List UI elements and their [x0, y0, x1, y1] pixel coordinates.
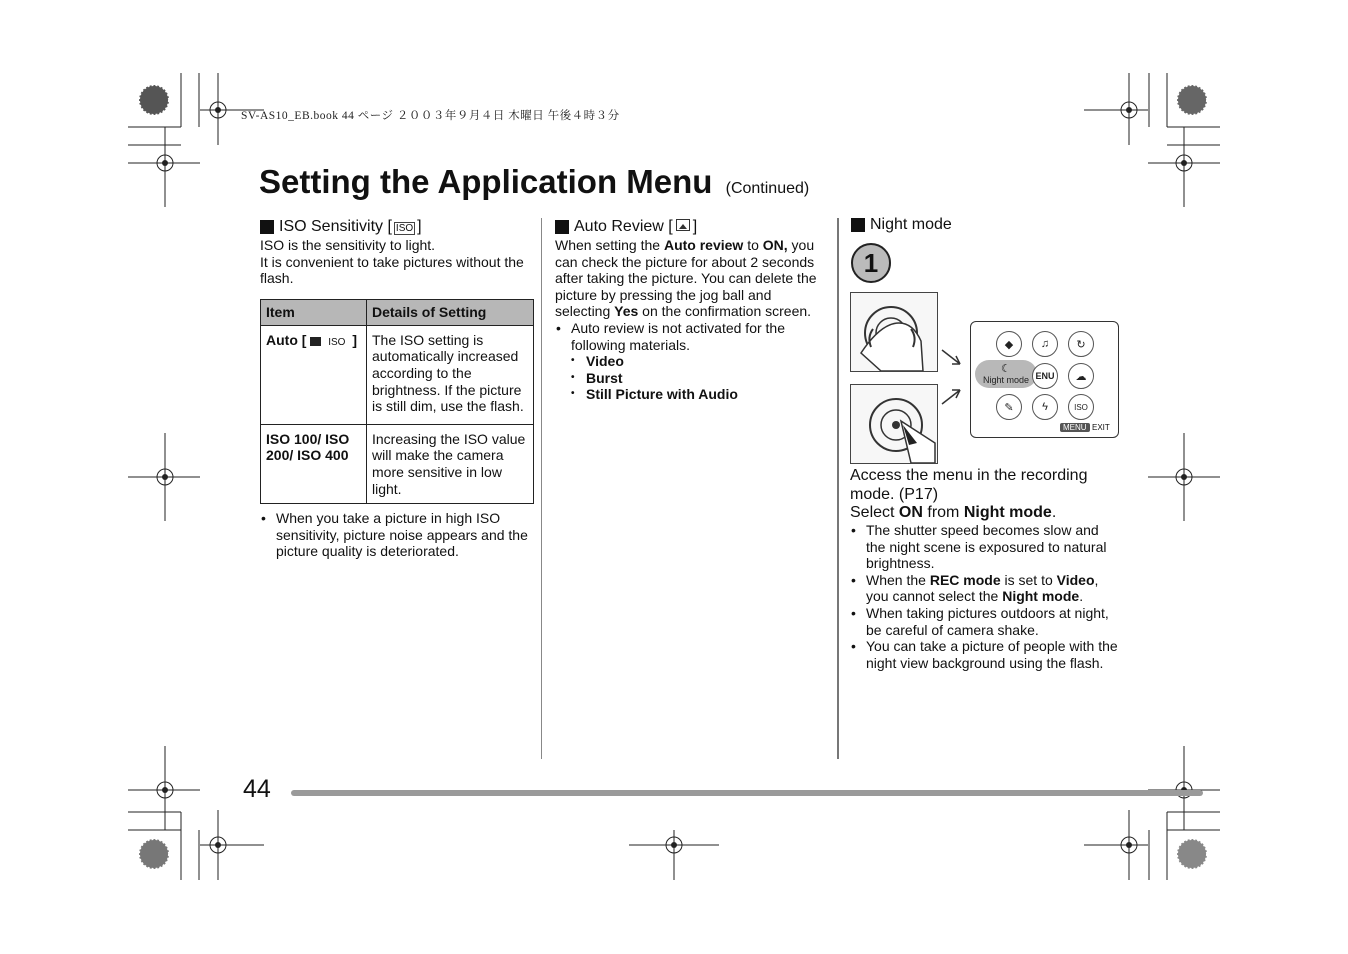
table-row — [261, 424, 534, 503]
access-text: Access the menu in the recording mode. (P17) — [850, 467, 1088, 503]
tools-icon[interactable]: ✎ — [996, 394, 1022, 420]
night-mode-section — [851, 216, 1123, 235]
iso-section — [260, 218, 534, 560]
auto-review-heading — [555, 218, 825, 236]
auto-review-paragraph: When setting the Auto review to ON, you can check the picture for about 2 seconds after taking the picture. You can delete the picture by pressing the jog ball and selecting Yes on the confirmation screen. — [555, 237, 817, 320]
list-item: • Auto review is not activated for the following materials. — [555, 320, 825, 353]
iso-icon: ISO — [328, 336, 346, 348]
list-item: • Still Picture with Audio — [555, 386, 825, 403]
menu-button-label: MENU — [1060, 423, 1090, 432]
section-square-icon — [555, 220, 569, 234]
iso-table-col-details: Details of Setting — [367, 299, 534, 325]
column-divider — [541, 218, 542, 759]
column-divider — [837, 218, 839, 759]
jog-ball-illustration — [850, 292, 938, 372]
iso-intro-2: It is convenient to take pictures without the flash. — [260, 253, 524, 287]
hand-press-icon — [851, 293, 937, 371]
table-cell-item — [261, 325, 367, 424]
self-timer-icon[interactable]: ↻ — [1068, 331, 1094, 357]
list-item: • When taking pictures outdoors at night, be careful of camera shake. — [850, 605, 1122, 638]
list-item: • You can take a picture of people with the night view background using the flash. — [850, 638, 1122, 671]
night-mode-instructions — [850, 467, 1122, 523]
auto-review-heading-text: Auto Review [ — [574, 218, 673, 235]
menu-icon[interactable]: ENU — [1032, 363, 1058, 389]
iso-notes — [260, 510, 534, 560]
page-title-text: Setting the Application Menu — [259, 163, 713, 200]
step-number: 1 — [851, 243, 891, 283]
mode-icon[interactable]: ◆ — [996, 331, 1022, 357]
table-cell-detail: The ISO setting is automatically increased according to the brightness. If the picture is still dim, use the flash. — [367, 325, 534, 424]
title-continued: (Continued) — [725, 180, 810, 197]
book-header-line: SV-AS10_EB.book 44 ページ ２００３年９月４日 木曜日 午後４時３分 — [241, 110, 620, 122]
night-mode-heading — [851, 216, 1123, 234]
table-cell-detail: Increasing the ISO value will make the camera more sensitive in low light. — [367, 424, 534, 503]
section-square-icon — [260, 220, 274, 234]
auto-review-heading-end: ] — [692, 218, 698, 235]
section-square-icon — [851, 218, 865, 232]
iso-table-col-item: Item — [261, 299, 367, 325]
iso-heading — [260, 218, 534, 236]
audio-icon[interactable]: ♫ — [1032, 331, 1058, 357]
iso-heading-text: ISO Sensitivity [ — [279, 218, 392, 235]
moon-icon: ☾ — [1001, 363, 1011, 375]
table-cell-item: ISO 100/ ISO 200/ ISO 400 — [261, 424, 367, 503]
auto-review-section — [555, 218, 825, 403]
list-item: • Video — [555, 353, 825, 370]
list-item: • When you take a picture in high ISO sensitivity, picture noise appears and the picture quality is deteriorated. — [260, 510, 534, 560]
select-text: Select ON from Night mode. — [850, 504, 1057, 521]
night-mode-label: Night mode — [983, 375, 1030, 385]
flash-icon[interactable]: ϟ — [1032, 394, 1058, 420]
iso-menu-icon[interactable]: ISO — [1068, 394, 1094, 420]
white-balance-icon[interactable]: ☁ — [1068, 363, 1094, 389]
night-mode-heading-text: Night mode — [870, 216, 952, 233]
exit-label: EXIT — [1092, 423, 1110, 432]
night-mode-notes — [850, 522, 1122, 671]
iso-heading-end: ] — [417, 218, 422, 235]
footer-bar — [291, 790, 1203, 796]
iso-icon: ISO — [395, 223, 414, 234]
arrow-icons — [940, 348, 968, 406]
auto-label: Auto [ — [266, 331, 307, 348]
hand-press-icon — [851, 385, 937, 463]
auto-label-end: ] — [352, 331, 358, 348]
auto-review-materials — [555, 353, 825, 403]
page-title — [259, 163, 809, 201]
review-picture-icon — [676, 219, 690, 231]
auto-review-notes — [555, 320, 825, 353]
camera-auto-icon — [310, 337, 321, 346]
list-item: • When the REC mode is set to Video, you cannot select the Night mode. — [850, 572, 1122, 605]
iso-table — [260, 299, 534, 504]
list-item: • Burst — [555, 370, 825, 387]
page-number: 44 — [243, 775, 271, 803]
jog-ball-illustration — [850, 384, 938, 464]
list-item: • The shutter speed becomes slow and the night scene is exposured to natural brightness. — [850, 522, 1122, 572]
table-row — [261, 325, 534, 424]
iso-intro-1: ISO is the sensitivity to light. — [260, 237, 436, 253]
menu-screen — [970, 321, 1119, 438]
